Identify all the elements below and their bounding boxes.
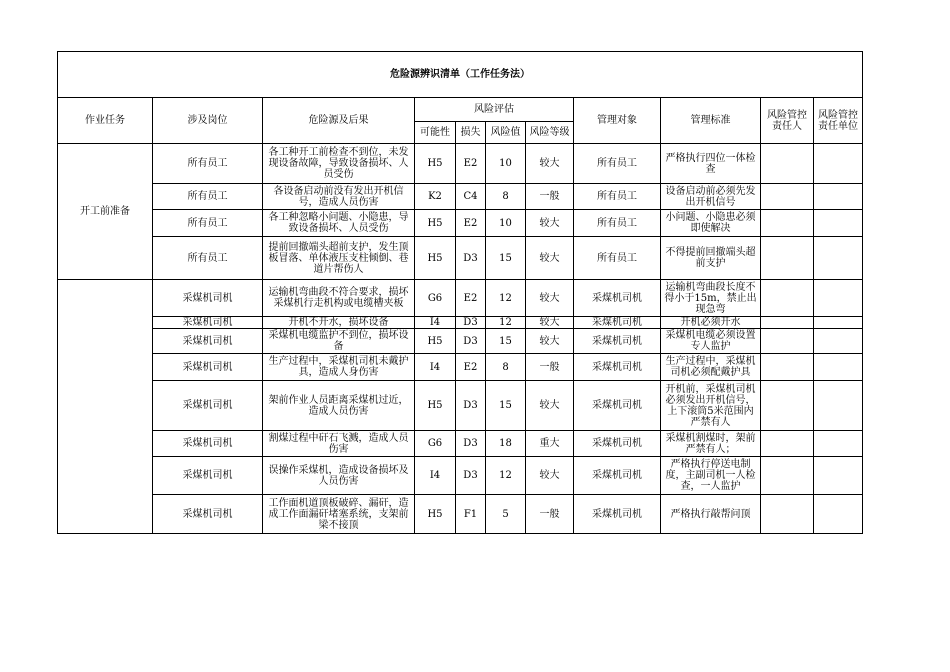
header-resp-person: 风险管控责任人 — [761, 98, 814, 144]
table-cell-mgmt-object: 采煤机司机 — [574, 317, 661, 329]
table-cell-mgmt-object: 所有员工 — [574, 237, 661, 280]
table-row — [58, 381, 863, 431]
table-cell-hazard: 各工种开工前检查不到位，未发现设备故障，导致设备损坏、人员受伤 — [263, 144, 415, 184]
table-cell-likelihood: I4 — [415, 354, 456, 381]
table-cell-risk-level: 一般 — [526, 495, 574, 534]
table-cell-likelihood: H5 — [415, 237, 456, 280]
table-cell-risk-level: 较大 — [526, 317, 574, 329]
table-row — [58, 144, 863, 184]
table-row — [58, 431, 863, 457]
table-cell-post: 采煤机司机 — [153, 329, 263, 354]
table-cell-mgmt-object: 采煤机司机 — [574, 431, 661, 457]
table-row — [58, 280, 863, 317]
table-cell-mgmt-standard: 不得提前回撤端头超前支护 — [661, 237, 761, 280]
table-cell-resp-person — [761, 210, 814, 237]
table-cell-post: 采煤机司机 — [153, 495, 263, 534]
table-cell-resp-unit — [814, 329, 863, 354]
hazard-table — [57, 51, 863, 534]
table-cell-resp-person — [761, 495, 814, 534]
table-cell-resp-unit — [814, 237, 863, 280]
table-cell-task — [58, 280, 153, 534]
table-cell-hazard: 开机不开水，损坏设备 — [263, 317, 415, 329]
table-cell-loss: E2 — [456, 354, 486, 381]
header-post: 涉及岗位 — [153, 98, 263, 144]
table-cell-risk-value: 8 — [486, 184, 526, 210]
table-row — [58, 495, 863, 534]
table-cell-resp-person — [761, 184, 814, 210]
table-cell-risk-level: 较大 — [526, 210, 574, 237]
table-cell-hazard: 运输机弯曲段不符合要求，损坏采煤机行走机构或电缆槽夹板 — [263, 280, 415, 317]
table-cell-risk-level: 重大 — [526, 431, 574, 457]
table-cell-resp-unit — [814, 210, 863, 237]
table-cell-hazard: 误操作采煤机，造成设备损坏及人员伤害 — [263, 457, 415, 495]
table-cell-mgmt-standard: 生产过程中，采煤机司机必须配戴护具 — [661, 354, 761, 381]
table-cell-hazard: 采煤机电缆监护不到位，损坏设备 — [263, 329, 415, 354]
table-cell-risk-value: 10 — [486, 210, 526, 237]
table-cell-risk-level: 较大 — [526, 237, 574, 280]
table-cell-resp-person — [761, 144, 814, 184]
table-cell-likelihood: H5 — [415, 329, 456, 354]
table-cell-risk-level: 较大 — [526, 329, 574, 354]
table-cell-mgmt-object: 所有员工 — [574, 144, 661, 184]
table-cell-loss: E2 — [456, 280, 486, 317]
table-cell-hazard: 工作面机道顶板破碎、漏矸，造成工作面漏矸堵塞系统，支架前梁不接顶 — [263, 495, 415, 534]
table-cell-resp-person — [761, 381, 814, 431]
table-cell-resp-unit — [814, 457, 863, 495]
header-loss: 损失 — [456, 122, 486, 144]
table-row — [58, 457, 863, 495]
table-cell-mgmt-standard: 开机前，采煤机司机必须发出开机信号，上下滚筒5米范围内严禁有人 — [661, 381, 761, 431]
table-cell-resp-person — [761, 431, 814, 457]
table-cell-risk-level: 一般 — [526, 184, 574, 210]
table-cell-post: 采煤机司机 — [153, 317, 263, 329]
table-cell-risk-value: 18 — [486, 431, 526, 457]
table-cell-loss: C4 — [456, 184, 486, 210]
table-cell-resp-person — [761, 237, 814, 280]
table-cell-mgmt-standard: 开机必须开水 — [661, 317, 761, 329]
table-row — [58, 354, 863, 381]
table-cell-mgmt-standard: 运输机弯曲段长度不得小于15m，禁止出现急弯 — [661, 280, 761, 317]
table-cell-mgmt-standard: 采煤机电缆必须设置专人监护 — [661, 329, 761, 354]
table-cell-loss: D3 — [456, 457, 486, 495]
table-cell-likelihood: H5 — [415, 495, 456, 534]
header-resp-unit: 风险管控责任单位 — [814, 98, 863, 144]
table-cell-post: 采煤机司机 — [153, 354, 263, 381]
table-cell-risk-level: 较大 — [526, 457, 574, 495]
table-body — [58, 52, 863, 534]
table-cell-likelihood: H5 — [415, 144, 456, 184]
table-cell-risk-value: 12 — [486, 317, 526, 329]
header-risk-eval: 风险评估 — [415, 98, 574, 122]
table-cell-resp-person — [761, 280, 814, 317]
table-cell-resp-person — [761, 317, 814, 329]
table-cell-risk-level: 较大 — [526, 280, 574, 317]
table-cell-resp-person — [761, 354, 814, 381]
table-cell-risk-level: 较大 — [526, 381, 574, 431]
table-cell-post: 采煤机司机 — [153, 381, 263, 431]
table-cell-hazard: 各工种忽略小问题、小隐患，导致设备损坏、人员受伤 — [263, 210, 415, 237]
table-cell-hazard: 架前作业人员距离采煤机过近，造成人员伤害 — [263, 381, 415, 431]
table-cell-mgmt-object: 采煤机司机 — [574, 457, 661, 495]
table-cell-likelihood: G6 — [415, 280, 456, 317]
table-cell-likelihood: K2 — [415, 184, 456, 210]
table-cell-mgmt-object: 采煤机司机 — [574, 354, 661, 381]
table-cell-hazard: 提前回撤端头超前支护，发生顶板冒落、单体液压支柱倾倒、巷道片帮伤人 — [263, 237, 415, 280]
table-cell-mgmt-standard: 小问题、小隐患必须即使解决 — [661, 210, 761, 237]
table-cell-resp-unit — [814, 354, 863, 381]
table-cell-hazard: 割煤过程中矸石飞溅，造成人员伤害 — [263, 431, 415, 457]
header-hazard: 危险源及后果 — [263, 98, 415, 144]
table-cell-post: 所有员工 — [153, 210, 263, 237]
table-cell-task: 开工前准备 — [58, 144, 153, 280]
header-risk-value: 风险值 — [486, 122, 526, 144]
table-cell-loss: D3 — [456, 431, 486, 457]
table-cell-risk-value: 5 — [486, 495, 526, 534]
table-cell-risk-value: 15 — [486, 237, 526, 280]
table-cell-hazard: 生产过程中，采煤机司机未戴护具，造成人身伤害 — [263, 354, 415, 381]
table-cell-resp-unit — [814, 317, 863, 329]
table-cell-likelihood: H5 — [415, 210, 456, 237]
table-cell-loss: D3 — [456, 329, 486, 354]
table-cell-likelihood: I4 — [415, 317, 456, 329]
table-cell-loss: D3 — [456, 381, 486, 431]
table-cell-risk-level: 一般 — [526, 354, 574, 381]
table-cell-resp-person — [761, 457, 814, 495]
table-cell-risk-level: 较大 — [526, 144, 574, 184]
table-cell-mgmt-object: 所有员工 — [574, 184, 661, 210]
table-cell-risk-value: 12 — [486, 280, 526, 317]
table-row — [58, 237, 863, 280]
header-mgmt-standard: 管理标准 — [661, 98, 761, 144]
table-cell-resp-unit — [814, 280, 863, 317]
table-cell-mgmt-object: 采煤机司机 — [574, 329, 661, 354]
header-risk-level: 风险等级 — [526, 122, 574, 144]
table-cell-post: 采煤机司机 — [153, 457, 263, 495]
table-cell-loss: F1 — [456, 495, 486, 534]
table-cell-mgmt-standard: 严格执行敲帮问顶 — [661, 495, 761, 534]
table-cell-mgmt-object: 采煤机司机 — [574, 381, 661, 431]
table-cell-loss: E2 — [456, 144, 486, 184]
table-cell-post: 采煤机司机 — [153, 431, 263, 457]
table-cell-mgmt-object: 所有员工 — [574, 210, 661, 237]
table-cell-resp-unit — [814, 381, 863, 431]
header-mgmt-object: 管理对象 — [574, 98, 661, 144]
table-cell-resp-unit — [814, 184, 863, 210]
table-cell-mgmt-object: 采煤机司机 — [574, 495, 661, 534]
table-cell-risk-value: 12 — [486, 457, 526, 495]
table-cell-loss: D3 — [456, 237, 486, 280]
table-cell-loss: E2 — [456, 210, 486, 237]
table-cell-resp-person — [761, 329, 814, 354]
table-row — [58, 329, 863, 354]
table-cell-post: 所有员工 — [153, 184, 263, 210]
table-cell-risk-value: 10 — [486, 144, 526, 184]
table-cell-resp-unit — [814, 431, 863, 457]
table-cell-risk-value: 15 — [486, 381, 526, 431]
table-cell-likelihood: G6 — [415, 431, 456, 457]
table-cell-post: 采煤机司机 — [153, 280, 263, 317]
table-cell-likelihood: I4 — [415, 457, 456, 495]
table-cell-mgmt-standard: 设备启动前必须先发出开机信号 — [661, 184, 761, 210]
table-row — [58, 210, 863, 237]
table-cell-mgmt-standard: 严格执行四位一体检查 — [661, 144, 761, 184]
table-cell-resp-unit — [814, 144, 863, 184]
table-cell-post: 所有员工 — [153, 237, 263, 280]
table-cell-hazard: 各设备启动前没有发出开机信号，造成人员伤害 — [263, 184, 415, 210]
table-cell-loss: D3 — [456, 317, 486, 329]
header-likelihood: 可能性 — [415, 122, 456, 144]
table-cell-risk-value: 8 — [486, 354, 526, 381]
page-title: 危险源辨识清单（工作任务法） — [58, 52, 863, 98]
table-cell-mgmt-standard: 严格执行停送电制度，主副司机一人检查，一人监护 — [661, 457, 761, 495]
header-task: 作业任务 — [58, 98, 153, 144]
table-cell-resp-unit — [814, 495, 863, 534]
table-cell-likelihood: H5 — [415, 381, 456, 431]
table-cell-mgmt-standard: 采煤机割煤时，架前严禁有人； — [661, 431, 761, 457]
table-cell-post: 所有员工 — [153, 144, 263, 184]
table-row — [58, 184, 863, 210]
table-row — [58, 317, 863, 329]
table-cell-risk-value: 15 — [486, 329, 526, 354]
table-cell-mgmt-object: 采煤机司机 — [574, 280, 661, 317]
